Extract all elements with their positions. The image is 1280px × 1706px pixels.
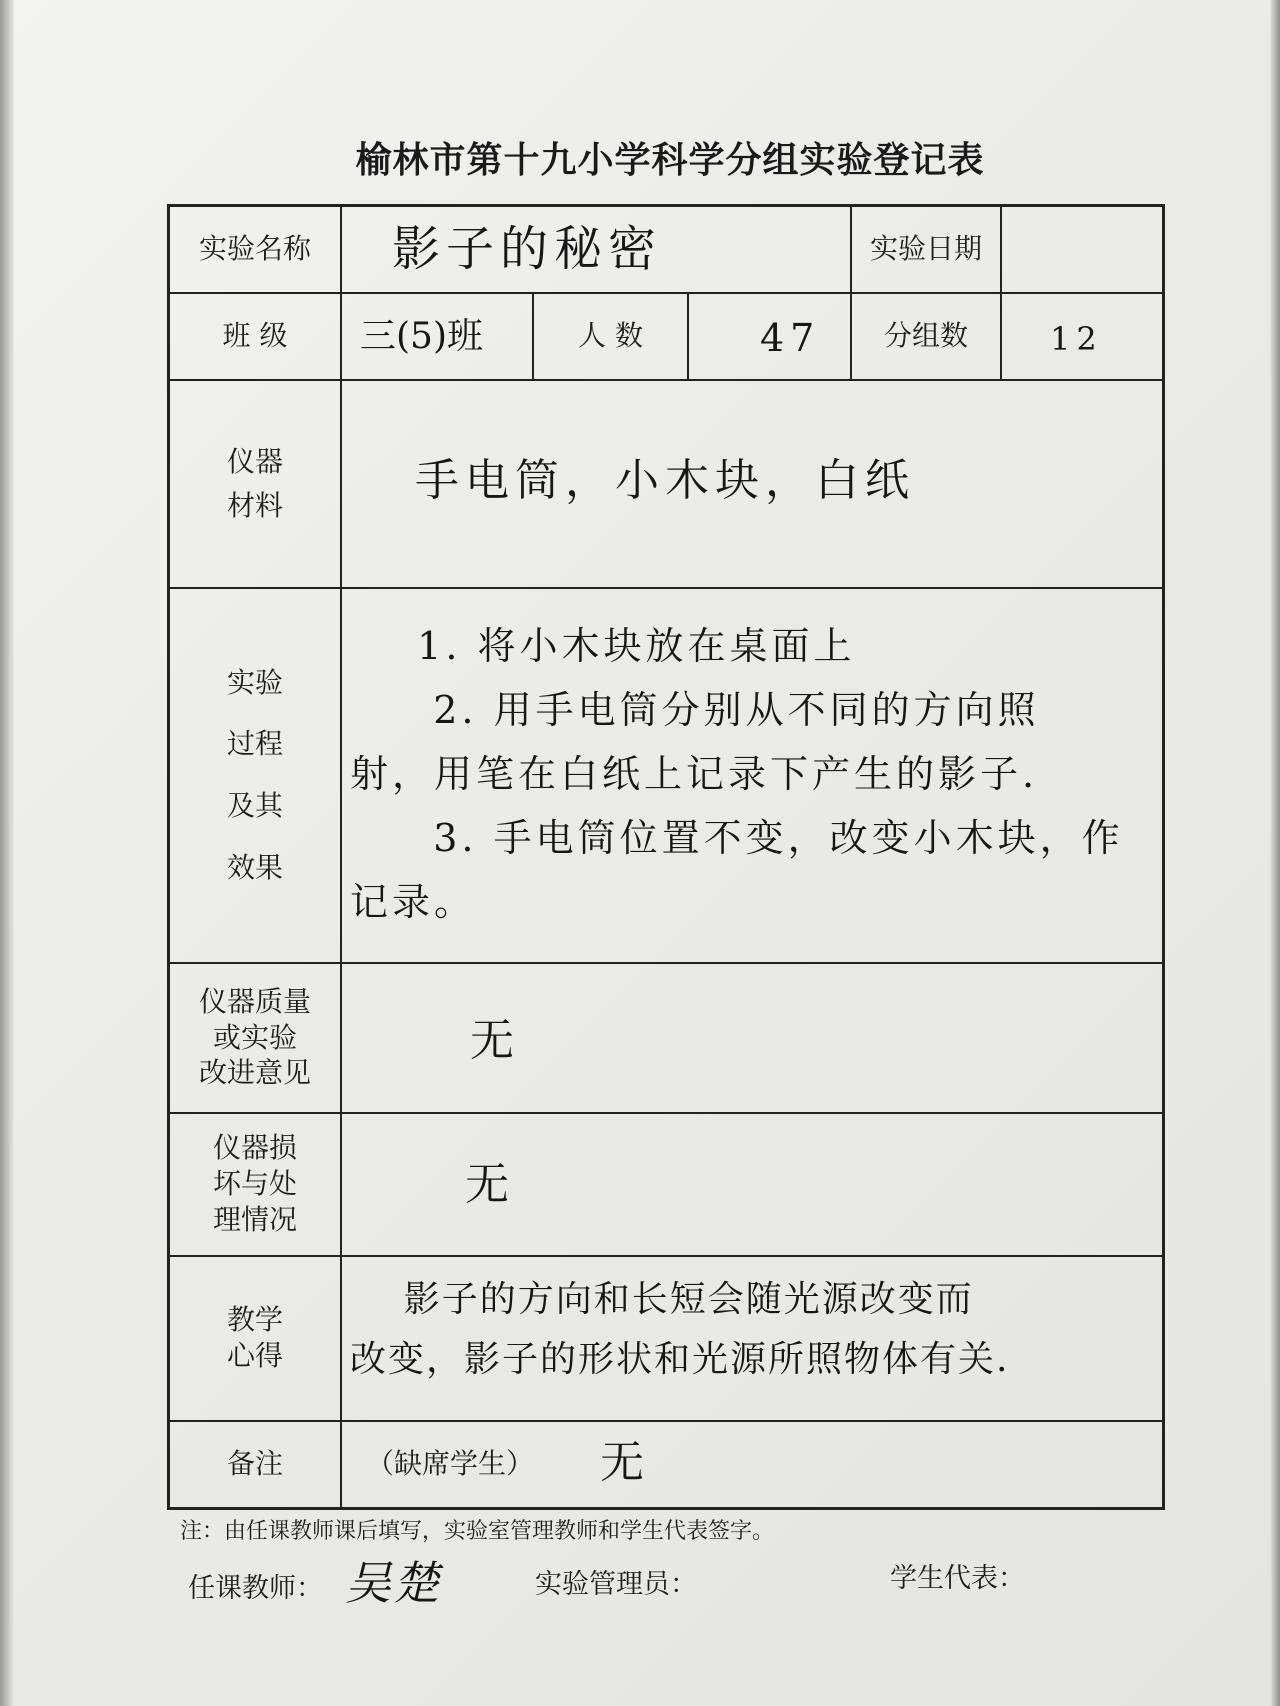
absent-students-label: （缺席学生） <box>365 1446 534 1480</box>
quality-label <box>170 963 340 1112</box>
quality-value: 无 <box>470 1015 520 1066</box>
registration-table <box>167 204 1165 1510</box>
process-line: 2. 用手电筒分别从不同的方向照 <box>385 688 1040 732</box>
materials-label-line: 仪器 <box>226 445 283 479</box>
process-line: 记录。 <box>350 880 477 924</box>
quality-label-line: 或实验 <box>212 1020 297 1054</box>
reflection-line: 改变，影子的形状和光源所照物体有关. <box>350 1339 1010 1380</box>
process-line: 射，用笔在白纸上记录下产生的影子. <box>350 752 1039 796</box>
damage-label-line: 理情况 <box>212 1202 297 1236</box>
damage-label <box>170 1113 340 1255</box>
teacher-label: 任课教师： <box>188 1573 323 1604</box>
experiment-date-label: 实验日期 <box>869 232 982 266</box>
class-label: 班 级 <box>222 318 288 352</box>
teacher-signature: 吴楚 <box>345 1556 441 1610</box>
col-divider <box>687 292 689 379</box>
reflection-label <box>170 1256 340 1420</box>
process-label-line: 实验 <box>226 665 283 699</box>
process-label <box>170 588 340 962</box>
damage-label-line: 仪器损 <box>212 1131 297 1165</box>
col-divider <box>340 207 342 1507</box>
damage-value: 无 <box>465 1159 515 1210</box>
process-label-line: 效果 <box>226 850 283 884</box>
materials-label <box>170 380 340 587</box>
paper-shadow-left <box>0 0 14 1706</box>
col-divider <box>1000 207 1002 379</box>
experiment-name-label: 实验名称 <box>198 232 311 266</box>
quality-label-line: 改进意见 <box>198 1056 311 1090</box>
class-value: 三(5)班 <box>360 316 483 357</box>
materials-value: 手电筒，小木块，白纸 <box>415 455 915 506</box>
paper-shadow-right <box>1270 0 1280 1706</box>
reflection-label-line: 心得 <box>226 1339 283 1372</box>
group-count-value: 12 <box>1050 320 1103 358</box>
headcount-value: 47 <box>760 316 821 360</box>
reflection-line: 影子的方向和长短会随光源改变而 <box>350 1279 974 1320</box>
remarks-label: 备注 <box>226 1446 283 1480</box>
form-title: 榆林市第十九小学科学分组实验登记表 <box>355 140 985 181</box>
student-rep-label: 学生代表： <box>890 1563 1025 1594</box>
experiment-name-value: 影子的秘密 <box>392 221 663 277</box>
process-line: 1. 将小木块放在桌面上 <box>385 624 856 668</box>
group-count-label: 分组数 <box>883 318 968 352</box>
reflection-label-line: 教学 <box>226 1302 283 1336</box>
materials-label-line: 材料 <box>226 488 283 522</box>
quality-label-line: 仪器质量 <box>198 984 311 1018</box>
damage-label-line: 坏与处 <box>212 1167 297 1201</box>
lab-admin-label: 实验管理员： <box>535 1569 697 1600</box>
process-line: 3. 手电筒位置不变，改变小木块，作 <box>385 816 1124 860</box>
process-label-line: 及其 <box>226 789 283 822</box>
headcount-label: 人 数 <box>578 318 643 352</box>
footer-note: 注：由任课教师课后填写，实验室管理教师和学生代表签字。 <box>180 1519 775 1544</box>
absent-students-value: 无 <box>600 1437 650 1488</box>
process-label-line: 过程 <box>226 727 283 761</box>
